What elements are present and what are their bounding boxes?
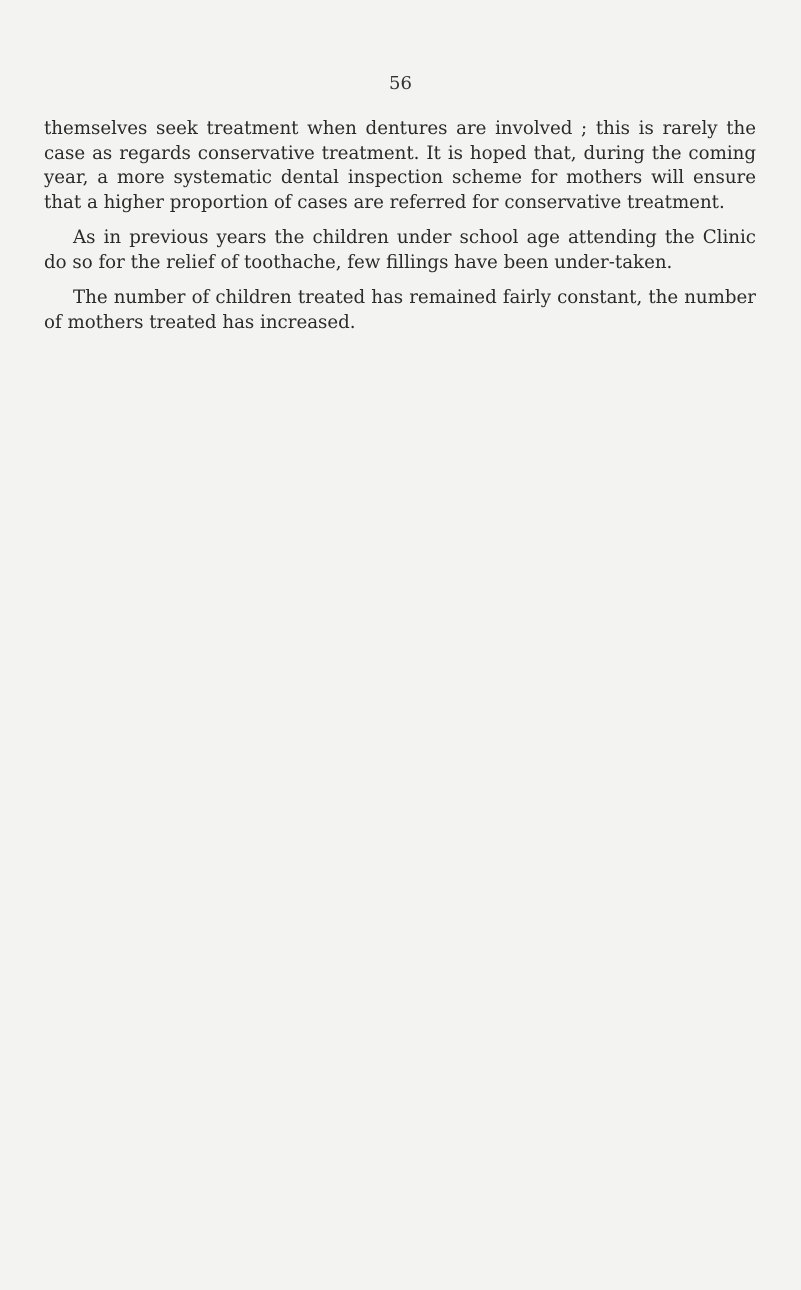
paragraph-dentures: themselves seek treatment when dentures are involved ; this is rarely the case as regards conservative treatment. It is hoped that, during the coming year, a more systematic dental inspection scheme for mothers will ensure that a higher proportion of cases are referred for conservative treatment.: [44, 118, 756, 213]
body-text: [44, 117, 756, 346]
paragraph-children-clinic: As in previous years the children under school age attending the Clinic do so for the relief of toothache, few fillings have been under-taken.: [44, 227, 756, 273]
paragraph-numbers-treated: The number of children treated has remained fairly constant, the number of mothers treated has increased.: [44, 287, 756, 333]
page-number: 56: [389, 73, 412, 94]
